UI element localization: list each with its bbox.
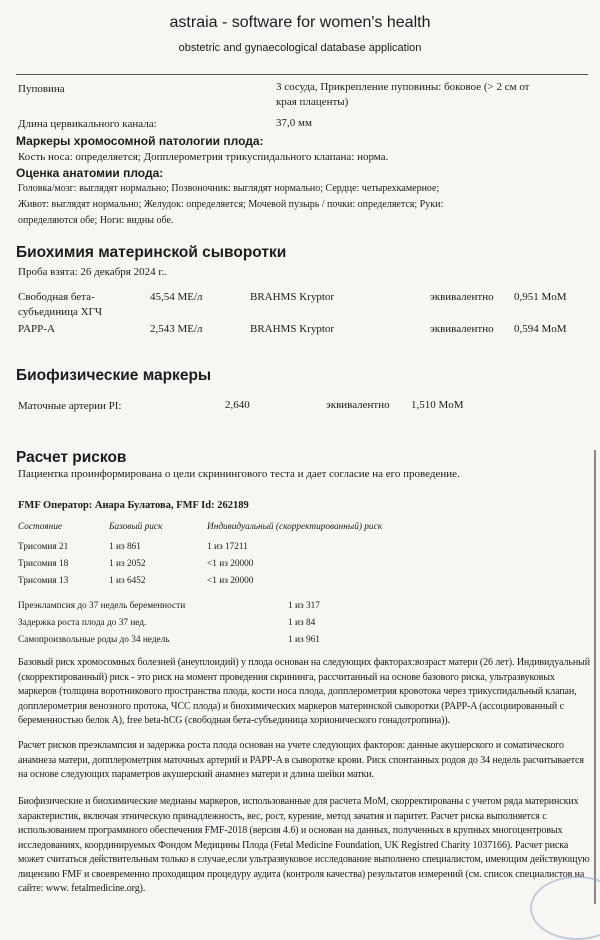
cord-value-line1: 3 сосуда, Прикрепление пуповины: боковое (> 2 см от [276, 81, 530, 93]
biochem-device: BRAHMS Kryptor [250, 323, 335, 335]
cervix-value: 37,0 мм [276, 117, 312, 129]
col-base: Базовый риск [109, 522, 163, 532]
biochem-device: BRAHMS Kryptor [250, 291, 335, 303]
biochem-value: 2,543 МЕ/л [150, 323, 203, 335]
trisomy-base: 1 из 2052 [109, 559, 146, 569]
biochem-name: PAPP-A [18, 323, 55, 335]
cervix-label: Длина цервикального канала: [18, 118, 157, 130]
biochem-value: 45,54 МЕ/л [150, 291, 203, 303]
trisomy-base: 1 из 6452 [109, 576, 146, 586]
biophys-value: 2,640 [225, 399, 250, 411]
markers-heading: Маркеры хромосомной патологии плода: [16, 134, 264, 148]
other-risk-name: Преэклампсия до 37 недель беременности [18, 601, 186, 611]
risk-consent: Пациентка проинформирована о цели скринингового теста и дает согласие на его проведение. [18, 468, 460, 480]
cord-label: Пуповина [18, 83, 65, 95]
biochem-eq: эквивалентно [430, 291, 494, 303]
note-medians: Биофизические и биохимические медианы маркеров, использованные для расчета MoM, скорректированы с учетом ряда материнских характеристик, включая этническую принадлежность, вес, рост, курение, метод зачатия и паритет. Расчет риска выполняется с использованием программного обеспечения FMF-2018 (версия 4.6) и основан на данных, полученных в крупных многоцентровых исследованиях, координируемых Фондом Медицины Плода (Fetal Medicine Foundation, UK Registred Charity 1037166). Расчет риска может считаться действительным только в случае,если ультразвуковое исследование выполнено специалистом, имеющим действующую лицензию FMF и своевременно проходящим процедуру аудита (контроля качества) результатов измерений (см. список специалистов на сайте: www. fetalmedicine.org). [18, 796, 590, 894]
trisomy-name: Трисомия 13 [18, 576, 69, 586]
biophys-heading: Биофизические маркеры [16, 367, 212, 384]
document-subtitle: obstetric and gynaecological database application [178, 42, 422, 54]
trisomy-name: Трисомия 18 [18, 559, 69, 569]
trisomy-base: 1 из 861 [109, 542, 141, 552]
anatomy-line3: определяются обе; Ноги: видны обе. [18, 215, 174, 226]
anatomy-line1: Головка/мозг: выглядят нормально; Позвоночник: выглядят нормально; Сердце: четырехкамерное; [18, 183, 440, 194]
biophys-mom: 1,510 MoM [411, 399, 464, 411]
biochem-heading: Биохимия материнской сыворотки [16, 244, 287, 261]
trisomy-ind: 1 из 17211 [207, 542, 248, 552]
other-risk-value: 1 из 961 [288, 635, 320, 645]
trisomy-ind: <1 из 20000 [207, 559, 254, 569]
biochem-name: Свободная бета- [18, 291, 95, 303]
biochem-mom: 0,951 MoM [514, 291, 567, 303]
other-risk-name: Самопроизвольные роды до 34 недель [18, 635, 170, 645]
biochem-eq: эквивалентно [430, 323, 494, 335]
note-preeclampsia: Расчет рисков преэклампсия и задержка роста плода основан на учете следующих факторов: данные акушерского и соматического анамнеза матери, допплерометрия маточных артерий и PAPP-A в сыворотке крови. Риск спонтанных родов до 34 недель расчитывается на основе следующих параметров акушерский анамнез матери и длина шейки матки. [18, 740, 584, 780]
other-risk-value: 1 из 84 [288, 618, 316, 628]
header-divider [16, 74, 588, 75]
document-title: astraia - software for women's health [169, 14, 431, 31]
anatomy-heading: Оценка анатомии плода: [16, 166, 164, 180]
page-edge-line [594, 450, 596, 904]
col-state: Состояние [18, 522, 62, 532]
biophys-label: Маточные артерии PI: [18, 400, 122, 412]
biochem-sample-date: Проба взята: 26 декабря 2024 г.. [18, 266, 168, 278]
trisomy-ind: <1 из 20000 [207, 576, 254, 586]
biochem-name-cont: субъединица ХГЧ [18, 306, 103, 318]
biophys-eq: эквивалентно [326, 399, 390, 411]
cord-value-line2: края плаценты) [276, 96, 349, 108]
anatomy-line2: Живот: выглядят нормально; Желудок: определяется; Мочевой пузырь / почки: определяется; Руки: [18, 199, 444, 210]
risk-heading: Расчет рисков [16, 449, 127, 466]
col-individual: Индивидуальный (скорректированный) риск [207, 522, 383, 532]
note-base-risk: Базовый риск хромосомных болезней (анеуплоидий) у плода основан на следующих факторах:возраст матери (26 лет). Индивидуальный (скорректированный) риск - это риск на момент проведения скрининга, рассчитанный на основе базового риска, ультразвуковых маркеров (толщина воротникового пространства плода, кости носа плода, допплерометрия кровотока через трикуспидальный клапан, допплерометрия венозного протока, ЧСС плода) и биохимических маркеров материнской сыворотки (PAPP-A (ассоциированный с беременностью белок А), free beta-hCG (свободная бета-субъединица хорионического гонадотропина)). [18, 657, 590, 726]
trisomy-name: Трисомия 21 [18, 542, 69, 552]
other-risk-value: 1 из 317 [288, 601, 320, 611]
markers-line: Кость носа: определяется; Допплерометрия трикуспидального клапана: норма. [18, 151, 389, 163]
fmf-operator: FMF Оператор: Анара Булатова, FMF Id: 262189 [18, 500, 249, 511]
other-risk-name: Задержка роста плода до 37 нед. [18, 618, 147, 628]
biochem-mom: 0,594 MoM [514, 323, 567, 335]
